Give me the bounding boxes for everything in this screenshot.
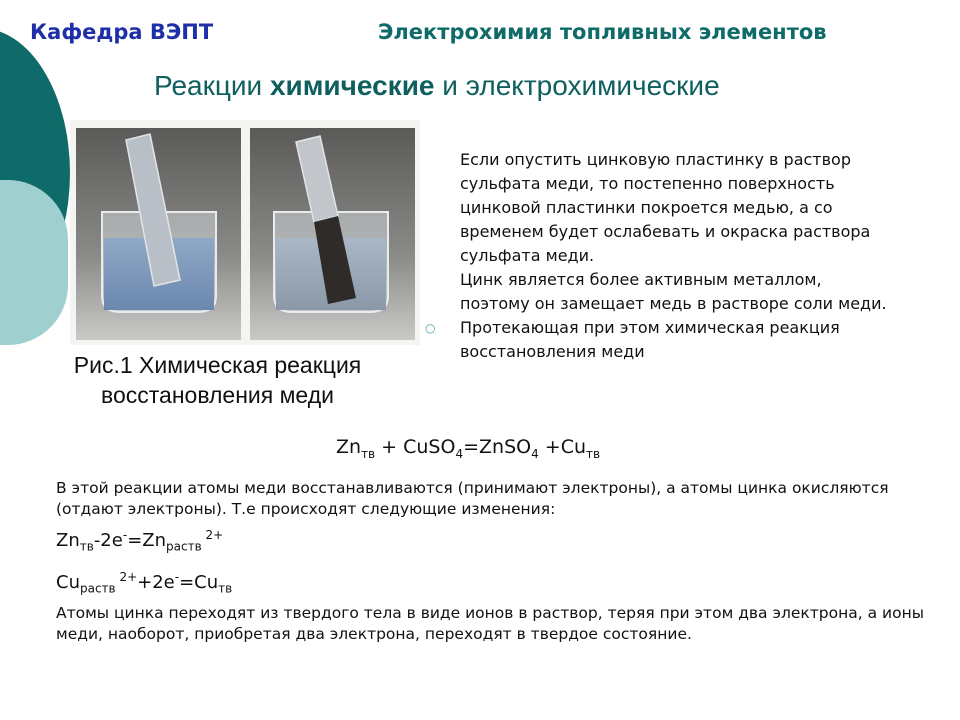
slide-title <box>154 70 720 102</box>
reaction-equation <box>336 436 600 461</box>
paragraph-explanation: В этой реакции атомы меди восстанавливаются (принимают электроны), а атомы цинка окисляются (отдают электроны). Т.е происходят следующие изменения: <box>56 479 889 518</box>
bullet-icon <box>425 148 437 172</box>
bullet-item <box>425 148 895 268</box>
eq-cu: +Cu <box>538 436 587 458</box>
hr2-b-sup: - <box>174 570 180 584</box>
hr2-c: =Cu <box>179 572 219 593</box>
eq-cuso: + CuSO <box>375 436 456 458</box>
title-bold: химические <box>269 70 435 101</box>
half-reaction-zinc <box>56 528 223 554</box>
bullet-ring-icon: ○ <box>425 321 436 335</box>
caption-line-1: Рис.1 Химическая реакция <box>73 352 362 378</box>
hr1-a: Zn <box>56 530 80 551</box>
eq-znso-sub: 4 <box>531 446 539 461</box>
hr2-a-sup: 2+ <box>115 570 138 584</box>
eq-zn-sub: тв <box>361 446 376 461</box>
header-department: Кафедра ВЭПТ <box>30 20 214 44</box>
bullet-text: Цинк является более активным металлом, поэтому он замещает медь в растворе соли меди. <box>460 270 887 313</box>
bullet-item <box>425 268 895 316</box>
caption-line-2: восстановления меди <box>101 382 334 408</box>
figure-caption <box>40 350 395 410</box>
hr1-b: -2e <box>93 530 123 551</box>
hr1-b-sup: - <box>122 528 128 542</box>
hr2-a: Cu <box>56 572 80 593</box>
eq-cu-sub: тв <box>586 446 601 461</box>
title-post: и электрохимические <box>434 70 720 101</box>
hr2-c-sub: тв <box>218 581 233 596</box>
eq-znso: =ZnSO <box>463 436 532 458</box>
eq-zn: Zn <box>336 436 362 458</box>
paragraph-conclusion: Атомы цинка переходят из твердого тела в виде ионов в раствор, теряя при этом два электрона, а ионы меди, наоборот, приобретая два электрона, переходят в твердое состояние. <box>56 604 924 643</box>
bullet-icon <box>425 268 437 292</box>
hr1-c-sub: раств <box>166 539 202 554</box>
hr1-a-sub: тв <box>79 539 94 554</box>
hr2-b: +2e <box>137 572 175 593</box>
hr1-c: =Zn <box>127 530 167 551</box>
bullet-item <box>425 316 895 364</box>
header-course: Электрохимия топливных элементов <box>378 20 827 44</box>
half-reaction-copper <box>56 570 232 596</box>
bullet-list <box>425 148 895 364</box>
bullet-text: Если опустить цинковую пластинку в раствор сульфата меди, то постепенно поверхность цинковой пластинки покроется медью, а со временем будет ослабевать и окраска раствора сульфата меди. <box>460 150 871 265</box>
bullet-text: Протекающая при этом химическая реакция восстановления меди <box>460 318 840 361</box>
title-pre: Реакции <box>154 70 270 101</box>
eq-cuso-sub: 4 <box>455 446 464 461</box>
hr1-c-sup: 2+ <box>201 528 224 542</box>
figure-photo-beakers <box>70 120 420 345</box>
hr2-a-sub: раств <box>79 581 116 596</box>
